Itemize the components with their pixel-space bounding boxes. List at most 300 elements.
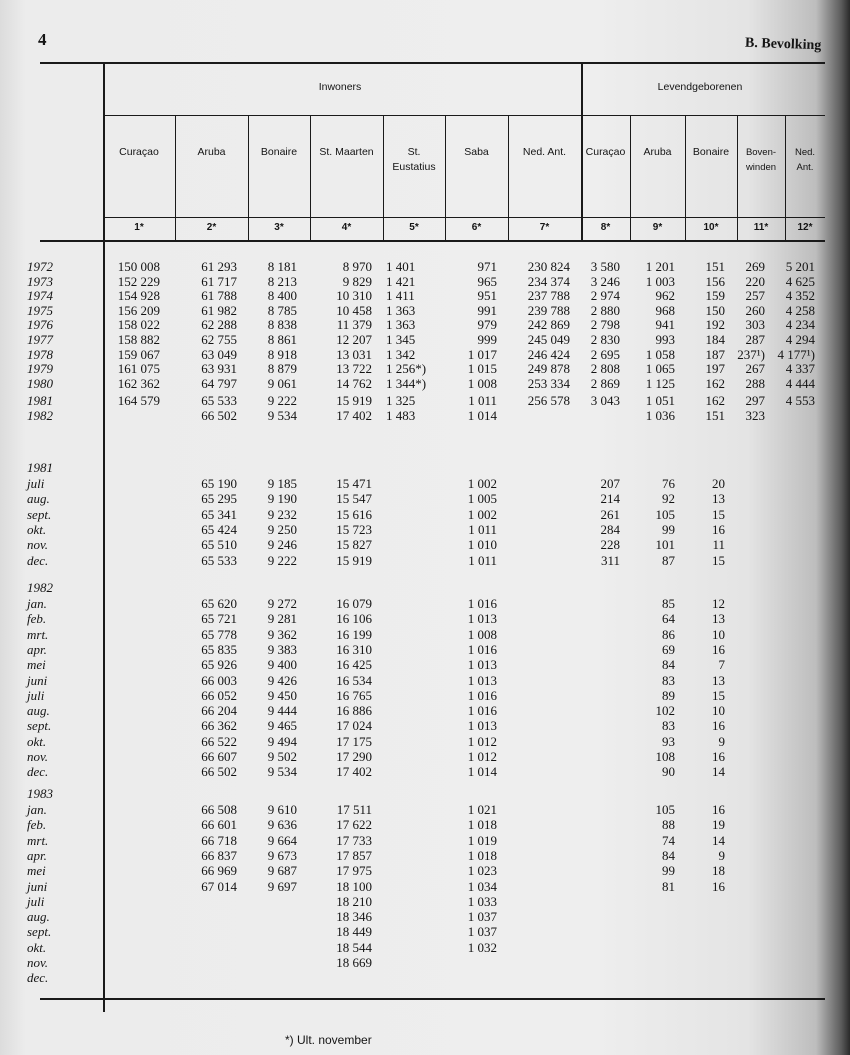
table-cell: 12 <box>712 596 725 611</box>
column-number: 3* <box>274 222 284 233</box>
month-label: juli <box>27 687 45 703</box>
table-cell: 1 018 <box>467 847 497 863</box>
table-cell: 1 023 <box>467 863 497 879</box>
year-label: 1975 <box>27 302 53 318</box>
table-cell: 1 011 <box>468 521 497 537</box>
table-cell: 85 <box>662 596 675 611</box>
year-label: 1977 <box>27 332 53 347</box>
table-cell: 16 199 <box>336 626 372 642</box>
table-cell: 192 <box>705 317 725 333</box>
table-cell: 62 288 <box>201 317 237 333</box>
table-cell: 10 <box>712 626 725 642</box>
table-cell: 1 010 <box>467 537 497 553</box>
table-cell: 8 181 <box>267 259 297 274</box>
table-cell: 971 <box>477 259 497 274</box>
top-rule <box>40 62 825 64</box>
table-cell: 108 <box>655 749 675 764</box>
month-label: dec. <box>27 764 49 780</box>
table-cell: 16 534 <box>336 672 372 688</box>
table-cell: 1 015 <box>467 361 497 377</box>
table-cell: 15 919 <box>336 393 372 409</box>
table-cell: 18 669 <box>336 955 372 970</box>
table-cell: 4 625 <box>785 273 815 289</box>
table-cell: 14 <box>712 764 725 780</box>
number-rule <box>103 217 825 218</box>
table-cell: 3 580 <box>590 259 620 274</box>
table-cell: 102 <box>655 703 675 719</box>
table-cell: 159 <box>705 288 725 304</box>
table-cell: 13 <box>712 672 725 688</box>
table-cell: 66 718 <box>201 832 237 848</box>
table-cell: 152 229 <box>117 273 160 289</box>
table-cell: 8 400 <box>267 288 297 304</box>
table-cell: 164 579 <box>117 393 160 409</box>
table-cell: 2 880 <box>590 302 620 318</box>
table-cell: 61 293 <box>201 259 237 274</box>
table-cell: 81 <box>662 878 675 894</box>
table-cell: 161 075 <box>117 361 160 377</box>
month-label: mei <box>27 657 46 673</box>
table-cell: 9 383 <box>267 641 297 657</box>
column-header: St. Maarten <box>319 146 374 158</box>
table-cell: 993 <box>655 332 675 347</box>
column-number: 9* <box>652 222 663 233</box>
table-cell: 18 544 <box>336 939 372 955</box>
table-cell: 15 547 <box>336 491 372 507</box>
year-label: 1974 <box>27 288 53 304</box>
table-cell: 1 363 <box>386 317 416 333</box>
column-number: 2* <box>206 222 217 233</box>
table-cell: 4 177¹) <box>777 346 815 362</box>
table-cell: 66 502 <box>201 408 237 423</box>
table-cell: 66 362 <box>201 718 237 734</box>
table-cell: 65 835 <box>201 641 237 657</box>
table-cell: 84 <box>662 847 675 863</box>
table-cell: 158 882 <box>117 332 160 347</box>
section-title: B. Bevolking <box>744 35 822 54</box>
table-cell: 1 421 <box>386 273 416 289</box>
year-label: 1981 <box>27 393 53 409</box>
table-cell: 2 808 <box>590 361 620 377</box>
table-cell: 15 <box>712 506 725 522</box>
table-cell: 15 827 <box>336 537 372 553</box>
table-cell: 14 <box>712 832 725 848</box>
table-cell: 1 017 <box>467 346 497 362</box>
table-cell: 16 <box>712 802 725 817</box>
table-cell: 1 125 <box>645 375 675 391</box>
table-cell: 17 857 <box>336 847 372 863</box>
year-label: 1978 <box>27 346 53 362</box>
column-header: Curaçao <box>585 146 626 158</box>
table-cell: 1 016 <box>467 703 497 719</box>
table-cell: 154 928 <box>117 288 160 304</box>
year-label: 1980 <box>27 375 53 391</box>
table-cell: 269 <box>745 259 765 274</box>
column-header: St. Eustatius <box>392 146 436 173</box>
table-cell: 184 <box>705 332 725 347</box>
table-cell: 303 <box>745 317 765 333</box>
table-cell: 253 334 <box>527 375 570 391</box>
table-cell: 1 019 <box>467 832 497 848</box>
table-cell: 245 049 <box>527 332 570 347</box>
table-cell: 18 100 <box>336 878 372 894</box>
table-cell: 64 <box>662 611 675 627</box>
table-cell: 65 778 <box>201 626 237 642</box>
table-cell: 89 <box>662 687 675 703</box>
table-cell: 4 553 <box>785 393 815 409</box>
table-cell: 9 534 <box>267 764 297 780</box>
table-cell: 1 013 <box>467 611 497 627</box>
table-cell: 9 450 <box>267 687 297 703</box>
column-number: 12* <box>797 222 813 233</box>
table-cell: 8 213 <box>267 273 297 289</box>
month-label: juli <box>27 893 45 909</box>
column-header: Aruba <box>643 146 672 158</box>
table-cell: 8 970 <box>342 259 372 274</box>
table-cell: 16 310 <box>336 641 372 657</box>
table-cell: 83 <box>662 672 675 688</box>
table-cell: 1 011 <box>468 552 497 568</box>
table-cell: 9 664 <box>267 832 297 848</box>
table-cell: 2 869 <box>590 375 620 391</box>
table-cell: 18 210 <box>336 893 372 909</box>
table-cell: 66 052 <box>201 687 237 703</box>
table-cell: 162 <box>705 375 725 391</box>
table-cell: 5 201 <box>785 259 815 274</box>
table-cell: 66 601 <box>201 817 237 833</box>
table-cell: 66 508 <box>201 802 237 817</box>
table-cell: 9 494 <box>267 733 297 749</box>
table-cell: 13 <box>712 491 725 507</box>
table-cell: 1 011 <box>468 393 497 409</box>
table-cell: 99 <box>662 521 675 537</box>
table-cell: 66 522 <box>201 733 237 749</box>
table-cell: 2 798 <box>590 317 620 333</box>
table-cell: 1 201 <box>645 259 675 274</box>
table-cell: 239 788 <box>527 302 570 318</box>
year-heading: 1981 <box>27 460 53 475</box>
table-cell: 65 620 <box>201 596 237 611</box>
group-header-inwoners: Inwoners <box>318 81 362 93</box>
table-cell: 65 926 <box>201 657 237 673</box>
table-cell: 8 879 <box>267 361 297 377</box>
column-number: 7* <box>539 222 550 233</box>
month-label: jan. <box>27 802 47 817</box>
table-cell: 17 402 <box>336 764 372 780</box>
table-cell: 66 003 <box>201 672 237 688</box>
table-cell: 14 762 <box>336 375 372 391</box>
column-header: Aruba <box>197 146 226 158</box>
table-cell: 9 185 <box>267 476 297 491</box>
table-cell: 1 012 <box>467 733 497 749</box>
footnote: *) Ult. november <box>285 1033 372 1047</box>
year-heading: 1983 <box>27 786 53 801</box>
month-label: juni <box>27 672 48 688</box>
month-label: nov. <box>27 537 49 553</box>
table-cell: 16 <box>712 641 725 657</box>
table-cell: 1 065 <box>645 361 675 377</box>
month-label: mrt. <box>27 832 49 848</box>
month-label: dec. <box>27 970 49 986</box>
table-cell: 65 424 <box>201 521 237 537</box>
table-cell: 197 <box>705 361 725 377</box>
table-cell: 10 310 <box>336 288 372 304</box>
table-cell: 9 246 <box>267 537 297 553</box>
table-cell: 16 <box>712 521 725 537</box>
table-cell: 61 982 <box>201 302 237 318</box>
table-cell: 941 <box>655 317 675 333</box>
table-cell: 1 033 <box>467 893 497 909</box>
table-cell: 1 363 <box>386 302 416 318</box>
table-cell: 150 008 <box>117 259 160 274</box>
month-label: aug. <box>27 491 50 507</box>
table-cell: 66 607 <box>201 749 237 764</box>
table-cell: 10 458 <box>336 302 372 318</box>
table-cell: 74 <box>662 832 675 848</box>
year-label: 1976 <box>27 317 53 333</box>
year-heading: 1982 <box>27 580 53 595</box>
table-cell: 991 <box>477 302 497 318</box>
table-cell: 230 824 <box>527 259 570 274</box>
table-cell: 1 018 <box>467 817 497 833</box>
table-cell: 63 931 <box>201 361 237 377</box>
table-cell: 214 <box>600 491 620 507</box>
table-cell: 65 510 <box>201 537 237 553</box>
table-cell: 151 <box>705 259 725 274</box>
column-header: Ned. Ant. <box>794 147 816 173</box>
table-cell: 1 342 <box>386 346 416 362</box>
table-cell: 16 <box>712 878 725 894</box>
table-cell: 88 <box>662 817 675 833</box>
table-cell: 9 687 <box>267 863 297 879</box>
table-cell: 18 346 <box>336 909 372 925</box>
table-cell: 2 695 <box>590 346 620 362</box>
table-cell: 9 222 <box>267 552 297 568</box>
table-cell: 4 352 <box>785 288 815 304</box>
table-cell: 15 <box>712 552 725 568</box>
table-cell: 83 <box>662 718 675 734</box>
table-cell: 156 <box>705 273 725 289</box>
table-cell: 65 533 <box>201 552 237 568</box>
table-cell: 1 003 <box>645 273 675 289</box>
table-cell: 237¹) <box>737 346 765 362</box>
table-cell: 9 281 <box>267 611 297 627</box>
table-cell: 65 295 <box>201 491 237 507</box>
column-header: Bonaire <box>260 146 298 158</box>
table-cell: 16 765 <box>336 687 372 703</box>
column-number: 10* <box>703 222 719 233</box>
table-cell: 16 886 <box>336 703 372 719</box>
table-cell: 9 <box>718 847 725 863</box>
table-cell: 9 400 <box>267 657 297 673</box>
table-cell: 256 578 <box>527 393 570 409</box>
table-cell: 1 034 <box>467 878 497 894</box>
table-cell: 12 207 <box>336 332 372 347</box>
table-cell: 1 013 <box>467 718 497 734</box>
table-cell: 1 256*) <box>386 361 427 377</box>
month-label: mei <box>27 863 46 879</box>
table-cell: 17 024 <box>336 718 372 734</box>
table-cell: 260 <box>745 302 765 318</box>
month-label: apr. <box>27 847 47 863</box>
month-label: sept. <box>27 718 52 734</box>
table-cell: 69 <box>662 641 675 657</box>
table-cell: 66 837 <box>201 847 237 863</box>
table-cell: 62 755 <box>201 332 237 347</box>
table-cell: 261 <box>600 506 620 522</box>
table-cell: 4 337 <box>785 361 815 377</box>
table-cell: 13 031 <box>336 346 372 362</box>
month-label: okt. <box>27 939 47 955</box>
table-cell: 220 <box>745 273 765 289</box>
month-label: aug. <box>27 703 50 719</box>
table-cell: 1 014 <box>467 764 497 780</box>
year-label: 1979 <box>27 361 53 377</box>
table-cell: 257 <box>745 288 765 304</box>
table-cell: 1 014 <box>467 408 497 423</box>
table-cell: 1 483 <box>386 408 416 423</box>
table-cell: 1 002 <box>467 506 497 522</box>
table-cell: 76 <box>662 476 675 491</box>
table-cell: 9 829 <box>342 273 372 289</box>
table-cell: 267 <box>745 361 765 377</box>
month-label: okt. <box>27 733 47 749</box>
table-cell: 287 <box>745 332 765 347</box>
month-label: nov. <box>27 955 49 970</box>
table-cell: 1 411 <box>386 288 415 304</box>
table-cell: 158 022 <box>117 317 160 333</box>
table-cell: 9 362 <box>267 626 297 642</box>
table-cell: 1 344*) <box>386 375 427 391</box>
table-cell: 9 502 <box>267 749 297 764</box>
column-number: 5* <box>409 222 419 233</box>
column-number: 11* <box>753 222 769 233</box>
table-cell: 99 <box>662 863 675 879</box>
table-cell: 84 <box>662 657 675 673</box>
table-cell: 18 449 <box>336 924 372 940</box>
table-cell: 16 079 <box>336 596 372 611</box>
table-cell: 1 008 <box>467 626 497 642</box>
table-cell: 64 797 <box>201 375 237 391</box>
table-cell: 9 061 <box>267 375 297 391</box>
table-cell: 9 222 <box>267 393 297 409</box>
table-cell: 67 014 <box>201 878 237 894</box>
table-cell: 17 975 <box>336 863 372 879</box>
header-bottom-rule <box>40 240 825 242</box>
table-cell: 237 788 <box>527 288 570 304</box>
table-cell: 4 294 <box>785 332 815 347</box>
table-cell: 9 444 <box>267 703 297 719</box>
table-cell: 61 788 <box>201 288 237 304</box>
table-cell: 66 204 <box>201 703 237 719</box>
table-cell: 66 969 <box>201 863 237 879</box>
table-cell: 66 502 <box>201 764 237 780</box>
table-cell: 1 016 <box>467 596 497 611</box>
table-cell: 1 036 <box>645 408 675 423</box>
table-cell: 4 258 <box>785 302 815 318</box>
group-header-levendgeborenen: Levendgeborenen <box>657 81 743 93</box>
table-cell: 284 <box>600 521 620 537</box>
table-cell: 162 <box>705 393 725 409</box>
table-cell: 1 021 <box>467 802 497 817</box>
month-label: juni <box>27 878 48 894</box>
table-cell: 65 341 <box>201 506 237 522</box>
table-cell: 207 <box>600 476 620 491</box>
table-cell: 228 <box>600 537 620 553</box>
table-cell: 951 <box>477 288 497 304</box>
table-cell: 15 <box>712 687 725 703</box>
table-cell: 965 <box>477 273 497 289</box>
table-cell: 16 <box>712 749 725 764</box>
month-label: feb. <box>27 817 47 833</box>
left-table-border <box>103 62 105 1012</box>
year-label: 1973 <box>27 273 53 289</box>
table-cell: 246 424 <box>527 346 570 362</box>
table-cell: 16 <box>712 718 725 734</box>
table-cell: 105 <box>655 506 675 522</box>
table-cell: 17 622 <box>336 817 372 833</box>
table-cell: 61 717 <box>201 273 237 289</box>
table-cell: 15 616 <box>336 506 372 522</box>
table-cell: 242 869 <box>527 317 570 333</box>
table-cell: 1 013 <box>467 657 497 673</box>
table-cell: 962 <box>655 288 675 304</box>
table-cell: 159 067 <box>117 346 160 362</box>
table-cell: 13 722 <box>336 361 372 377</box>
table-cell: 1 325 <box>386 393 416 409</box>
table-cell: 65 721 <box>201 611 237 627</box>
table-cell: 15 919 <box>336 552 372 568</box>
table-cell: 93 <box>662 733 675 749</box>
header-rule <box>103 115 825 116</box>
table-cell: 156 209 <box>117 302 160 318</box>
page-number: 4 <box>38 30 47 49</box>
table-cell: 1 016 <box>467 641 497 657</box>
column-header: Ned. Ant. <box>522 146 567 158</box>
column-header: Bonaire <box>692 146 730 158</box>
table-cell: 1 051 <box>645 393 675 409</box>
table-cell: 234 374 <box>527 273 570 289</box>
table-cell: 9 697 <box>267 878 297 894</box>
table-cell: 17 511 <box>336 802 372 817</box>
table-cell: 8 838 <box>267 317 297 333</box>
table-cell: 1 002 <box>467 476 497 491</box>
month-label: jan. <box>27 596 47 611</box>
table-cell: 187 <box>705 346 725 362</box>
table-cell: 101 <box>655 537 675 553</box>
table-cell: 63 049 <box>201 346 237 362</box>
table-cell: 8 861 <box>267 332 297 347</box>
column-number: 4* <box>341 222 352 233</box>
table-cell: 1 058 <box>645 346 675 362</box>
column-header: Curaçao <box>119 146 159 158</box>
table-cell: 9 <box>718 733 725 749</box>
table-cell: 17 733 <box>336 832 372 848</box>
table-cell: 87 <box>662 552 675 568</box>
table-cell: 1 005 <box>467 491 497 507</box>
table-cell: 65 533 <box>201 393 237 409</box>
table-cell: 3 246 <box>590 273 620 289</box>
table-cell: 1 008 <box>467 375 497 391</box>
table-cell: 999 <box>477 332 497 347</box>
bottom-rule <box>40 998 825 1000</box>
table-cell: 249 878 <box>527 361 570 377</box>
column-number: 1* <box>134 222 144 233</box>
column-header: Boven-winden <box>745 147 777 173</box>
table-cell: 2 974 <box>590 288 620 304</box>
table-cell: 150 <box>705 302 725 318</box>
table-cell: 17 175 <box>336 733 372 749</box>
